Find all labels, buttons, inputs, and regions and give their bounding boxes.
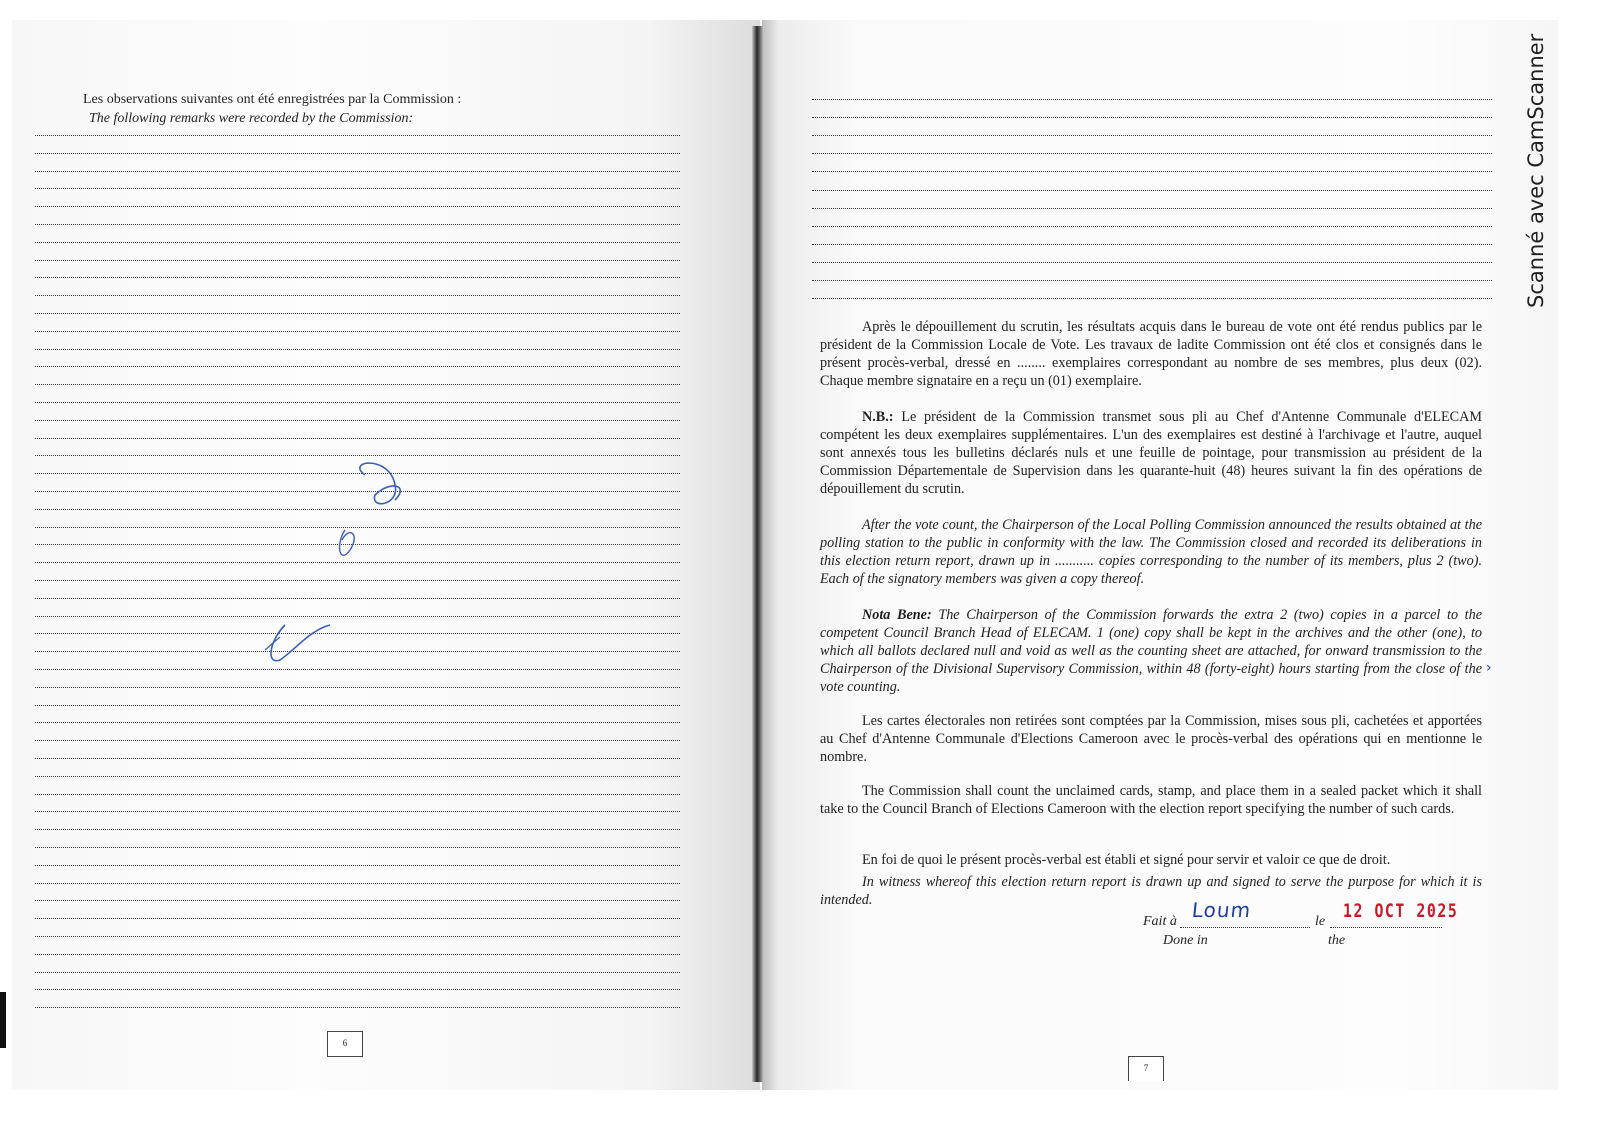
remark-line — [35, 135, 680, 136]
remark-line — [35, 972, 680, 973]
remark-line — [35, 829, 680, 830]
remark-line — [812, 117, 1492, 118]
remark-line — [35, 900, 680, 901]
witness-paragraph-fr: En foi de quoi le présent procès-verbal est établi et signé pour servir et valoir ce que de droit. — [862, 852, 1391, 868]
place-field-line — [1180, 927, 1310, 928]
scan-edge-shadow — [0, 992, 6, 1048]
camscanner-watermark: Scanné avec CamScanner — [1524, 33, 1548, 308]
the-label: the — [1328, 933, 1346, 948]
remark-line — [812, 99, 1492, 100]
page-number-left: 6 — [327, 1031, 363, 1057]
le-label: le — [1315, 914, 1326, 929]
remark-line — [35, 705, 680, 706]
remark-line — [35, 384, 680, 385]
remark-line — [35, 153, 680, 154]
remark-line — [35, 918, 680, 919]
remark-line — [35, 402, 680, 403]
remark-line — [812, 171, 1492, 172]
results-paragraph-en: After the vote count, the Chairperson of the Local Polling Commission announced the results obtained at the polling station to the public in conformity with the law. The Commission closed and recorded its deliberations in this election return report, drawn up in ........... copies corresponding to the number of its members, plus 2 (two). Each of the signatory members was given a copy thereof. — [820, 517, 1482, 587]
results-paragraph-fr: Après le dépouillement du scrutin, les résultats acquis dans le bureau de vote ont été rendus publics par le président de la Commission Locale de Vote. Les travaux de ladite Commission ont été clos et consignés dans le présent procès-verbal, dressé en ........ exemplaires correspondant au nombre de ses membres, plus deux (02). Chaque membre signataire en a reçu un (01) exemplaire. — [820, 319, 1482, 389]
remark-line — [35, 847, 680, 848]
remark-line — [35, 295, 680, 296]
remark-line — [35, 936, 680, 937]
remark-line — [812, 262, 1492, 263]
remark-line — [35, 224, 680, 225]
handwritten-strike-mark — [250, 455, 420, 685]
pen-mark: › — [1486, 660, 1492, 676]
remark-line — [35, 206, 680, 207]
remark-line — [35, 313, 680, 314]
witness-paragraph-en: In witness whereof this election return report is drawn up and signed to serve the purpose for which it is intended. — [820, 874, 1482, 908]
remarks-heading-en: The following remarks were recorded by the Commission: — [89, 111, 414, 126]
remark-line — [35, 331, 680, 332]
remark-line — [35, 989, 680, 990]
date-stamp: 12 OCT 2025 — [1343, 900, 1459, 922]
book-spine — [752, 26, 764, 1082]
nota-bene-paragraph-en: Nota Bene: The Chairperson of the Commission forwards the extra 2 (two) copies in a parcel to the competent Council Branch Head of ELECAM. 1 (one) copy shall be kept in the archives and the other (one), to which all ballots declared null and void as well as the counting sheet are attached, for onward transmission to the Chairperson of the Divisional Supervisory Commission, within 48 (forty-eight) hours starting from the close of the vote counting. — [820, 607, 1482, 695]
remark-line — [35, 811, 680, 812]
remark-line — [35, 242, 680, 243]
remark-line — [35, 954, 680, 955]
remark-line — [812, 280, 1492, 281]
remark-line — [35, 758, 680, 759]
remark-line — [812, 226, 1492, 227]
voter-cards-paragraph-en: The Commission shall count the unclaimed cards, stamp, and place them in a sealed packet which it shall take to the Council Branch of Elections Cameroon with the election report specifying the number of such cards. — [820, 783, 1482, 817]
remark-line — [35, 171, 680, 172]
remark-line — [35, 349, 680, 350]
remark-line — [35, 794, 680, 795]
page-number-right: 7 — [1128, 1056, 1164, 1081]
remark-line — [812, 208, 1492, 209]
remark-line — [35, 1007, 680, 1008]
remark-line — [35, 865, 680, 866]
nota-bene-paragraph-fr: N.B.: Le président de la Commission transmet sous pli au Chef d'Antenne Communale d'ELECAM compétent les deux exemplaires supplémentaires. L'un des exemplaires est destiné à l'archivage et l'autre, auquel sont annexés tous les bulletins déclarés nuls et une feuille de pointage, pour transmission au président de la Commission Départementale de Supervision dans les quarante-huit (48) heures suivant la fin des opérations de dépouillement du scrutin. — [820, 409, 1483, 497]
remark-line — [35, 722, 680, 723]
remark-line — [812, 244, 1492, 245]
remark-line — [812, 153, 1492, 154]
remark-line — [812, 298, 1492, 299]
remark-line — [35, 438, 680, 439]
place-handwritten-value: Loum — [1190, 898, 1253, 922]
remark-line — [812, 190, 1492, 191]
voter-cards-paragraph-fr: Les cartes électorales non retirées sont comptées par la Commission, mises sous pli, cachetées et apportées au Chef d'Antenne Communale d'Elections Cameroon avec le procès-verbal des opérations qui en mentionne le nombre. — [820, 713, 1482, 765]
remark-line — [35, 883, 680, 884]
remark-line — [35, 188, 680, 189]
remark-line — [35, 420, 680, 421]
remark-line — [35, 366, 680, 367]
done-in-label: Done in — [1163, 933, 1208, 948]
remarks-heading-fr: Les observations suivantes ont été enregistrées par la Commission : — [83, 92, 462, 107]
fait-a-label: Fait à — [1143, 914, 1177, 929]
remark-line — [812, 135, 1492, 136]
remark-line — [35, 776, 680, 777]
remark-line — [35, 740, 680, 741]
date-field-line — [1330, 927, 1442, 928]
remark-line — [35, 687, 680, 688]
remark-line — [35, 260, 680, 261]
remark-line — [35, 277, 680, 278]
